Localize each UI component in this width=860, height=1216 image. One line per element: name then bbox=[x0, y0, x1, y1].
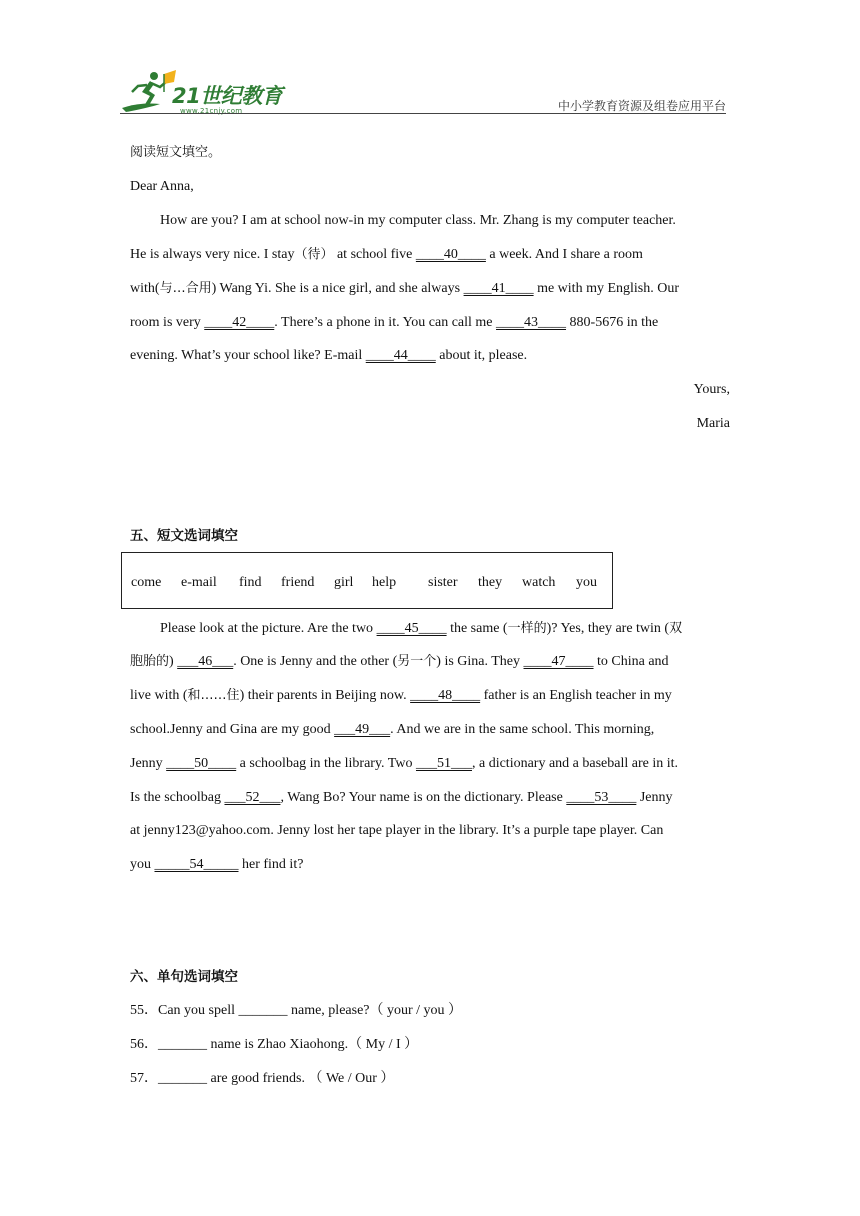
text-segment: with( bbox=[130, 281, 160, 296]
text-segment: about it, please. bbox=[435, 348, 528, 363]
letter-signature: Maria bbox=[696, 416, 730, 431]
letter-greeting: Dear Anna, bbox=[130, 179, 194, 194]
question-item bbox=[130, 1069, 394, 1089]
word-bank-item: you bbox=[576, 575, 597, 590]
word-bank-item: they bbox=[478, 575, 503, 590]
text-segment: her find it? bbox=[238, 857, 304, 872]
section5-title: 五、短文选词填空 bbox=[130, 528, 238, 544]
answer-blank: ____41____ bbox=[463, 281, 534, 296]
header-divider bbox=[120, 113, 726, 114]
word-bank-item: find bbox=[239, 575, 262, 590]
word-bank-item: girl bbox=[334, 575, 354, 590]
answer-blank: ___52___ bbox=[224, 790, 281, 805]
letter-line bbox=[130, 245, 643, 265]
text-segment: ) bbox=[169, 654, 178, 669]
text-segment: Jenny bbox=[130, 756, 167, 771]
letter-line bbox=[130, 279, 679, 299]
passage-line bbox=[130, 652, 669, 672]
letter-closing: Yours, bbox=[693, 382, 730, 397]
text-segment: father is an English teacher in my bbox=[480, 688, 672, 703]
question-number: 57． bbox=[130, 1071, 158, 1086]
passage-line bbox=[130, 754, 678, 774]
logo-url: www.21cnjy.com bbox=[180, 107, 243, 115]
answer-blank: ____48____ bbox=[410, 688, 481, 703]
logo-title: 21世纪教育 bbox=[172, 84, 283, 108]
answer-blank: ___51___ bbox=[415, 756, 472, 771]
text-segment: , Wang Bo? Your name is on the dictionary. Please bbox=[280, 790, 567, 805]
answer-blank: ___46___ bbox=[177, 654, 234, 669]
text-segment: 880-5676 in the bbox=[566, 315, 659, 330]
letter-line bbox=[130, 346, 527, 366]
passage-line bbox=[130, 821, 663, 841]
text-segment: Is the schoolbag bbox=[130, 790, 225, 805]
text-segment: . And we are in the same school. This morning, bbox=[390, 722, 655, 737]
answer-blank: ____40____ bbox=[415, 247, 486, 262]
chinese-gloss: 与…合用 bbox=[159, 281, 212, 296]
passage-line bbox=[130, 720, 654, 740]
answer-blank: ____45____ bbox=[376, 621, 447, 636]
text-segment: you bbox=[130, 857, 155, 872]
chinese-gloss: 胞胎的 bbox=[130, 654, 170, 669]
word-bank-item: watch bbox=[522, 575, 556, 590]
text-segment: live with ( bbox=[130, 688, 188, 703]
text-segment: ) Wang Yi. She is a nice girl, and she always bbox=[211, 281, 464, 296]
word-bank-item: e-mail bbox=[181, 575, 217, 590]
answer-blank: ____50____ bbox=[166, 756, 237, 771]
answer-blank: ____53____ bbox=[566, 790, 637, 805]
answer-blank: ____44____ bbox=[365, 348, 436, 363]
page-header bbox=[120, 62, 726, 120]
runner-logo-icon bbox=[120, 68, 180, 116]
answer-blank: ___49___ bbox=[334, 722, 391, 737]
text-segment: room is very bbox=[130, 315, 205, 330]
word-bank-item: come bbox=[131, 575, 162, 590]
chinese-gloss: 和……住 bbox=[187, 688, 240, 703]
word-bank-item: sister bbox=[428, 575, 458, 590]
platform-name: 中小学教育资源及组卷应用平台 bbox=[557, 99, 726, 113]
chinese-gloss: 一样的 bbox=[507, 621, 547, 636]
word-bank-item: friend bbox=[281, 575, 315, 590]
text-segment: evening. What’s your school like? E-mail bbox=[130, 348, 366, 363]
text-segment: . There’s a phone in it. You can call me bbox=[274, 315, 497, 330]
text-segment: Jenny bbox=[636, 790, 673, 805]
answer-blank: ____47____ bbox=[523, 654, 594, 669]
text-segment: How are you? I am at school now-in my computer class. Mr. Zhang is my computer teacher. bbox=[160, 213, 676, 228]
question-text: Can you spell _______ name, please?（ your / you ） bbox=[158, 1003, 463, 1018]
chinese-gloss: 双 bbox=[669, 621, 683, 636]
question-item bbox=[130, 1001, 462, 1021]
passage-line bbox=[130, 855, 303, 875]
text-segment: . One is Jenny and the other ( bbox=[233, 654, 398, 669]
logo bbox=[120, 68, 295, 116]
word-bank-item: help bbox=[372, 575, 397, 590]
question-item bbox=[130, 1035, 418, 1055]
section4-title: 阅读短文填空。 bbox=[130, 145, 222, 160]
answer-blank: ____42____ bbox=[204, 315, 275, 330]
text-segment: to China and bbox=[593, 654, 669, 669]
question-text: _______ are good friends. （ We / Our ） bbox=[158, 1071, 395, 1086]
text-segment: Please look at the picture. Are the two bbox=[160, 621, 377, 636]
word-bank bbox=[121, 552, 613, 609]
question-number: 55． bbox=[130, 1003, 158, 1018]
question-text: _______ name is Zhao Xiaohong.（ My / I ） bbox=[158, 1037, 419, 1052]
letter-line bbox=[160, 211, 676, 231]
text-segment: ) is Gina. They bbox=[436, 654, 524, 669]
passage-line bbox=[160, 619, 682, 639]
answer-blank: _____54_____ bbox=[154, 857, 239, 872]
text-segment: school.Jenny and Gina are my good bbox=[130, 722, 335, 737]
text-segment: )? Yes, they are twin ( bbox=[546, 621, 670, 636]
chinese-gloss: 另一个 bbox=[397, 654, 437, 669]
text-segment: ) their parents in Beijing now. bbox=[239, 688, 411, 703]
text-segment: a schoolbag in the library. Two bbox=[236, 756, 416, 771]
text-segment: at school five bbox=[333, 247, 416, 262]
passage-line bbox=[130, 686, 672, 706]
text-segment: a week. And I share a room bbox=[485, 247, 643, 262]
chinese-gloss: （待） bbox=[294, 247, 334, 262]
text-segment: , a dictionary and a baseball are in it. bbox=[471, 756, 679, 771]
question-number: 56． bbox=[130, 1037, 158, 1052]
text-segment: me with my English. Our bbox=[533, 281, 680, 296]
answer-blank: ____43____ bbox=[496, 315, 567, 330]
text-segment: at jenny123@yahoo.com. Jenny lost her tape player in the library. It’s a purple tape player. Can bbox=[130, 823, 664, 838]
passage-line bbox=[130, 788, 673, 808]
text-segment: He is always very nice. I stay bbox=[130, 247, 295, 262]
section6-title: 六、单句选词填空 bbox=[130, 969, 238, 985]
letter-line bbox=[130, 313, 658, 333]
text-segment: the same ( bbox=[446, 621, 508, 636]
